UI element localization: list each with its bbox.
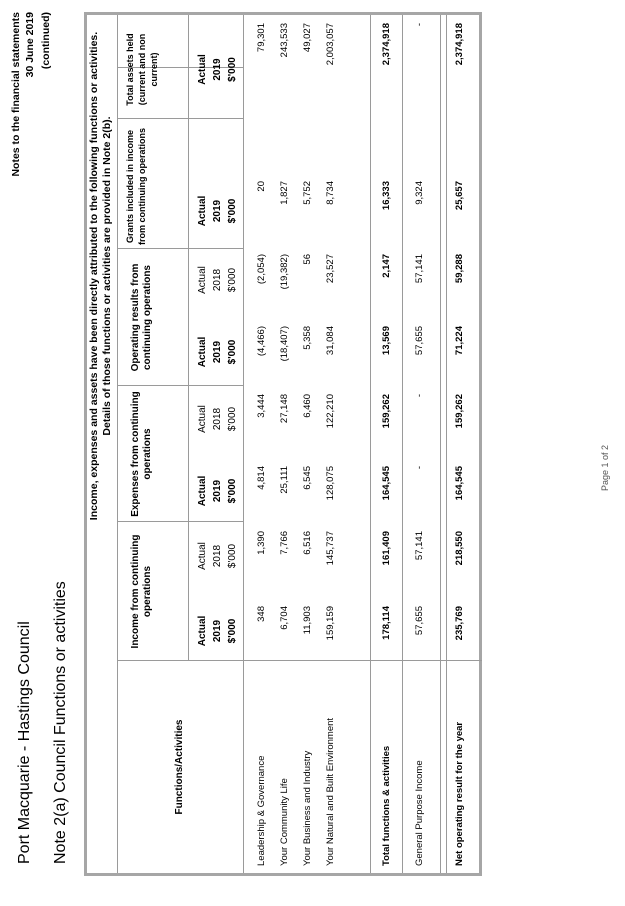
table-row-value: 31,084 <box>325 326 336 356</box>
gpi-row-value: - <box>414 23 425 27</box>
group-header: Total assets held (current and non current) <box>125 33 159 106</box>
table-row-value: (4,466) <box>256 326 267 357</box>
column-actual-label: Actual <box>197 336 208 368</box>
header-divider <box>117 15 118 873</box>
net-row-value: 159,262 <box>454 394 465 429</box>
statements-title: Notes to the financial statements <box>10 12 22 177</box>
organisation-name: Port Macquarie - Hastings Council <box>16 621 33 864</box>
table-row-value: (2,054) <box>256 254 267 285</box>
gpi-row-value: 9,324 <box>414 181 425 205</box>
gpi-row-value: - <box>414 394 425 398</box>
column-year-label: 2018 <box>212 407 223 431</box>
column-unit-label: $'000 <box>227 543 238 569</box>
column-unit-label: $'000 <box>227 478 238 504</box>
group-header: Income from continuing operations <box>130 534 153 649</box>
total-row-value: 13,569 <box>381 326 392 356</box>
column-year-label: 2018 <box>212 268 223 292</box>
table-row-value: 20 <box>256 181 267 192</box>
statements-date: 30 June 2019 <box>24 12 36 78</box>
total-row-value: 164,545 <box>381 466 392 501</box>
table-row-label: Leadership & Governance <box>256 755 267 866</box>
table-row-value: 5,358 <box>302 326 313 350</box>
table-row-value: 128,075 <box>325 466 336 501</box>
table-row-value: (18,407) <box>279 326 290 362</box>
table-row-value: 4,814 <box>256 466 267 490</box>
column-unit-label: $'000 <box>227 406 238 432</box>
table-row-label: Your Community Life <box>279 778 290 866</box>
table-row-value: 1,827 <box>279 181 290 205</box>
net-row-value: 235,769 <box>454 606 465 641</box>
gpi-row-value: 57,141 <box>414 531 425 561</box>
totals-divider <box>370 15 371 873</box>
table-row-value: 79,301 <box>256 23 267 53</box>
total-row-value: 2,147 <box>381 254 392 278</box>
column-divider <box>117 521 243 522</box>
total-row-label: Total functions & activities <box>381 745 392 866</box>
gpi-divider <box>402 15 403 873</box>
column-divider <box>117 385 243 386</box>
table-row-value: (19,382) <box>279 254 290 290</box>
table-row-value: 6,516 <box>302 531 313 555</box>
column-actual-label: Actual <box>197 266 208 294</box>
net-row-label: Net operating result for the year <box>454 721 465 866</box>
intro-line-2: Details of those functions or activities are provided in Note 2(b). <box>101 116 113 436</box>
intro-line-1: Income, expenses and assets have been directly attributed to the following functions or activities. <box>88 31 100 521</box>
table-row-value: 348 <box>256 606 267 622</box>
net-row-value: 59,288 <box>454 254 465 284</box>
column-year-label: 2019 <box>212 619 223 643</box>
column-divider <box>117 660 482 661</box>
total-row-value: 178,114 <box>381 606 392 640</box>
net-row-value: 218,550 <box>454 531 465 566</box>
column-unit-label: $'000 <box>227 267 238 293</box>
table-row-value: 8,734 <box>325 181 336 205</box>
column-actual-label: Actual <box>197 615 208 647</box>
gpi-row-value: - <box>414 466 425 470</box>
note-title: Note 2(a) Council Functions or activities <box>52 581 69 864</box>
gpi-row-value: 57,655 <box>414 326 425 356</box>
column-divider <box>117 248 243 249</box>
table-row-value: 243,533 <box>279 23 290 58</box>
page-footer: Page 1 of 2 <box>600 444 610 491</box>
column-unit-label: $'000 <box>227 339 238 365</box>
subheader-divider <box>188 15 189 661</box>
table-row-label: Your Natural and Built Environment <box>325 717 336 866</box>
total-row-value: 16,333 <box>381 181 392 211</box>
column-year-label: 2019 <box>212 340 223 364</box>
table-row-value: 1,390 <box>256 531 267 555</box>
table-row-value: 6,704 <box>279 606 290 630</box>
table-row-value: 49,027 <box>302 23 313 53</box>
table-row-value: 7,766 <box>279 531 290 555</box>
column-unit-label: $'000 <box>227 618 238 644</box>
net-row-value: 71,224 <box>454 326 465 356</box>
column-actual-label: Actual <box>197 195 208 227</box>
table-row-value: 3,444 <box>256 394 267 418</box>
net-divider <box>440 15 441 873</box>
column-actual-label: Actual <box>197 405 208 433</box>
column-unit-label: $'000 <box>227 57 238 82</box>
continued-label: (continued) <box>40 12 52 70</box>
body-divider <box>243 15 244 873</box>
column-actual-label: Actual <box>197 54 208 85</box>
table-row-value: 122,210 <box>325 394 336 429</box>
table-row-value: 6,460 <box>302 394 313 418</box>
column-year-label: 2018 <box>212 544 223 568</box>
table-row-value: 25,111 <box>279 466 290 494</box>
net-row-value: 2,374,918 <box>454 23 465 66</box>
table-row-value: 145,737 <box>325 531 336 566</box>
total-row-value: 161,409 <box>381 531 392 566</box>
column-year-label: 2019 <box>212 58 223 81</box>
table-row-value: 5,752 <box>302 181 313 205</box>
column-unit-label: $'000 <box>227 198 238 224</box>
total-row-value: 159,262 <box>381 394 392 429</box>
table-row-value: 2,003,057 <box>325 23 336 66</box>
total-row-value: 2,374,918 <box>381 23 392 66</box>
table-row-value: 23,527 <box>325 254 336 284</box>
group-header: Operating results from continuing operations <box>130 263 153 372</box>
net-divider-double <box>446 15 447 873</box>
net-row-value: 164,545 <box>454 466 465 501</box>
table-row-value: 159,159 <box>325 606 336 641</box>
group-header: Grants included in income from continuing operations <box>125 128 147 245</box>
table-row-value: 11,903 <box>302 606 313 635</box>
group-header: Expenses from continuing operations <box>130 391 153 517</box>
table-row-label: Your Business and Industry <box>302 750 313 866</box>
gpi-row-value: 57,141 <box>414 254 425 284</box>
column-actual-label: Actual <box>197 475 208 507</box>
column-actual-label: Actual <box>197 542 208 570</box>
column-year-label: 2019 <box>212 199 223 223</box>
gpi-row-value: 57,655 <box>414 606 425 636</box>
table-row-value: 56 <box>302 254 313 265</box>
net-row-value: 25,657 <box>454 181 465 211</box>
table-row-value: 6,545 <box>302 466 313 490</box>
column-year-label: 2019 <box>212 479 223 503</box>
functions-header: Functions/Activities <box>174 719 185 815</box>
gpi-row-label: General Purpose Income <box>414 760 425 866</box>
table-row-value: 27,148 <box>279 394 290 424</box>
